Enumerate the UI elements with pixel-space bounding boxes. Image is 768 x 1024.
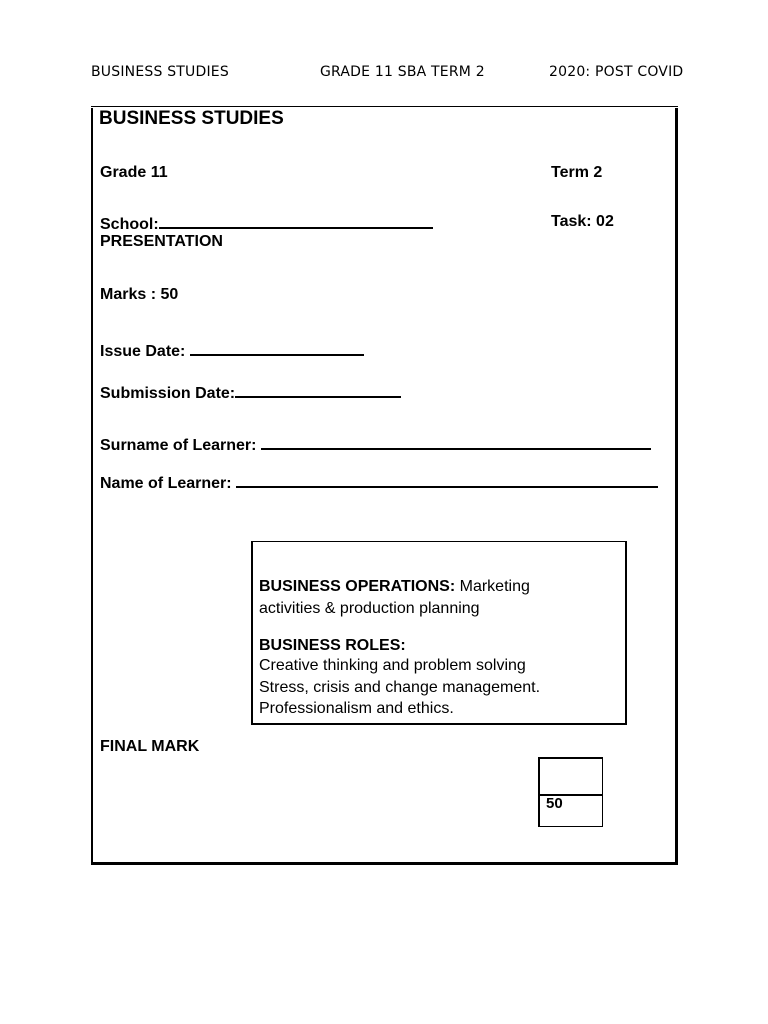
school-label: School:	[100, 216, 159, 233]
operations-text-1: Marketing	[459, 578, 530, 595]
role-item: Professionalism and ethics.	[259, 700, 454, 717]
term-label: Term 2	[551, 164, 603, 181]
header-grade-term: GRADE 11 SBA TERM 2	[320, 64, 485, 80]
total-mark-value: 50	[546, 795, 563, 812]
issue-date-field[interactable]	[100, 340, 364, 361]
final-mark-label: FINAL MARK	[100, 738, 200, 755]
form-title: BUSINESS STUDIES	[99, 108, 284, 129]
operations-text-2: activities & production planning	[259, 600, 480, 617]
header-year: 2020: POST COVID	[549, 64, 684, 80]
name-label: Name of Learner:	[100, 475, 232, 492]
operations-line-1	[259, 578, 530, 596]
role-item: Stress, crisis and change management.	[259, 679, 541, 696]
issue-date-label: Issue Date:	[100, 343, 186, 360]
name-field[interactable]	[100, 472, 658, 493]
submission-date-blank[interactable]	[235, 382, 401, 398]
surname-label: Surname of Learner:	[100, 437, 257, 454]
header-divider	[91, 106, 678, 107]
surname-field[interactable]	[100, 434, 651, 455]
business-info-box	[251, 541, 627, 725]
school-field[interactable]	[100, 213, 433, 234]
roles-label: BUSINESS ROLES:	[259, 637, 406, 654]
task-label: Task: 02	[551, 213, 614, 230]
task-type: PRESENTATION	[100, 233, 223, 250]
operations-label: BUSINESS OPERATIONS:	[259, 578, 456, 595]
header-subject: BUSINESS STUDIES	[91, 64, 229, 80]
grade-label: Grade 11	[100, 164, 168, 181]
role-item: Creative thinking and problem solving	[259, 657, 526, 674]
final-mark-entry-cell[interactable]	[538, 757, 603, 796]
marks-label: Marks : 50	[100, 286, 179, 303]
name-blank[interactable]	[236, 472, 658, 488]
submission-date-label: Submission Date:	[100, 385, 236, 402]
issue-date-blank[interactable]	[190, 340, 364, 356]
surname-blank[interactable]	[261, 434, 651, 450]
school-blank[interactable]	[159, 213, 433, 229]
total-mark-cell	[538, 793, 603, 827]
submission-date-field[interactable]	[100, 382, 401, 403]
